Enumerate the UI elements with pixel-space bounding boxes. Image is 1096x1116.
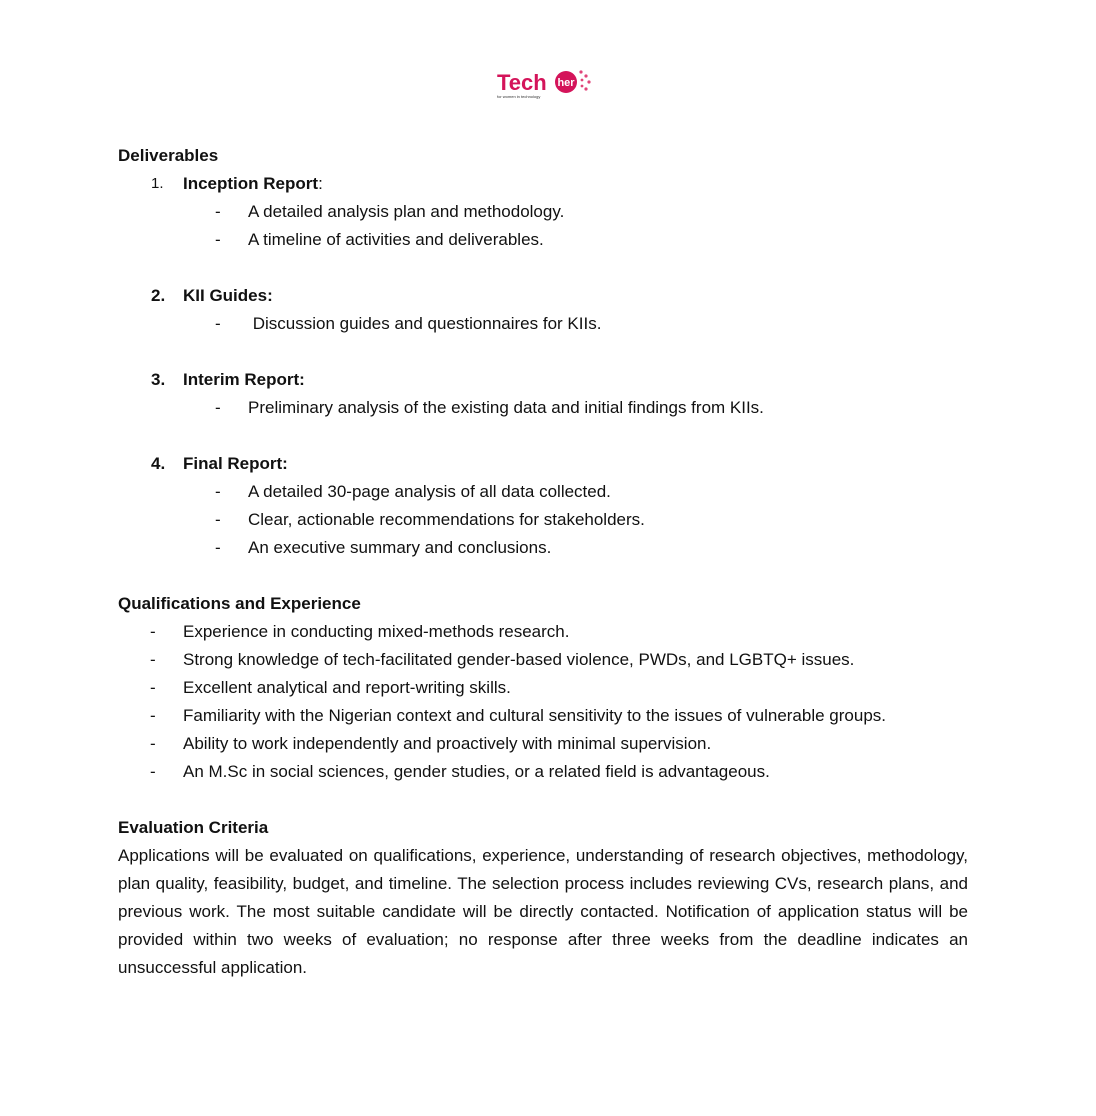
evaluation-body: Applications will be evaluated on qualifications, experience, understanding of research objectives, methodology, plan quality, feasibility, budget, and timeline. The selection process includes reviewing CVs, research plans, and previous work. The most suitable candidate will be directly contacted. Notification of application status will be provided within two weeks of evaluation; no response after three weeks from the deadline indicates an unsuccessful application.	[118, 846, 968, 977]
qualification-item	[118, 674, 968, 702]
dash-marker: -	[150, 622, 156, 641]
point-text: A detailed 30-page analysis of all data collected.	[248, 482, 611, 501]
point-text: Preliminary analysis of the existing data and initial findings from KIIs.	[248, 398, 764, 417]
deliverable-1-title	[118, 170, 968, 198]
point-text: A timeline of activities and deliverables.	[248, 230, 544, 249]
point-text: Discussion guides and questionnaires for KIIs.	[248, 314, 602, 333]
techher-logo-graphic	[496, 66, 606, 100]
evaluation-heading: Evaluation Criteria	[118, 818, 269, 837]
logo-dot	[581, 79, 584, 82]
dash-marker: -	[215, 482, 221, 501]
logo-tagline: for women in technology	[497, 94, 541, 99]
qualification-text: Experience in conducting mixed-methods research.	[183, 622, 570, 641]
dash-marker: -	[150, 734, 156, 753]
dash-marker: -	[150, 706, 156, 725]
logo-badge: her	[557, 77, 575, 89]
logo-word: Tech	[497, 70, 547, 95]
deliverable-number: 4.	[151, 454, 166, 473]
dash-marker: -	[150, 762, 156, 781]
logo-dot	[579, 70, 582, 73]
dash-marker: -	[215, 202, 221, 221]
deliverable-4-point-2	[118, 506, 968, 534]
deliverable-number: 3.	[151, 370, 166, 389]
deliverables-heading: Deliverables	[118, 146, 219, 165]
dash-marker: -	[150, 650, 156, 669]
logo-dot	[584, 74, 587, 77]
document-body	[118, 142, 968, 982]
deliverable-1-point-1	[118, 198, 968, 226]
qualification-text: An M.Sc in social sciences, gender studies, or a related field is advantageous.	[183, 762, 770, 781]
qualification-text: Familiarity with the Nigerian context and cultural sensitivity to the issues of vulnerable groups.	[183, 706, 887, 725]
deliverable-title: Interim Report:	[183, 370, 305, 389]
logo-dot	[584, 87, 587, 90]
deliverable-number: 1.	[151, 175, 164, 192]
qualification-item	[118, 758, 968, 786]
deliverable-title-suffix: :	[318, 174, 323, 193]
dash-marker: -	[215, 398, 221, 417]
deliverable-3-point-1	[118, 394, 968, 422]
dash-marker: -	[215, 538, 221, 557]
qualification-item	[118, 618, 968, 646]
deliverable-4-point-3	[118, 534, 968, 562]
dash-marker: -	[215, 510, 221, 529]
dash-marker: -	[215, 314, 221, 333]
deliverable-2-title	[118, 282, 968, 310]
deliverable-4-point-1	[118, 478, 968, 506]
deliverable-2-point-1	[118, 310, 968, 338]
deliverable-title: KII Guides:	[183, 286, 273, 305]
point-text: An executive summary and conclusions.	[248, 538, 552, 557]
qualification-item	[118, 730, 968, 758]
deliverable-number: 2.	[151, 286, 166, 305]
logo-dot	[581, 85, 584, 88]
logo-dot	[587, 80, 590, 83]
dash-marker: -	[215, 230, 221, 249]
qualification-text: Excellent analytical and report-writing skills.	[183, 678, 511, 697]
deliverable-4-title	[118, 450, 968, 478]
deliverable-1-point-2	[118, 226, 968, 254]
qualification-text: Strong knowledge of tech-facilitated gender-based violence, PWDs, and LGBTQ+ issues.	[183, 650, 855, 669]
qualification-item	[118, 646, 968, 674]
deliverable-3-title	[118, 366, 968, 394]
point-text: Clear, actionable recommendations for stakeholders.	[248, 510, 645, 529]
techher-logo	[496, 66, 606, 100]
deliverable-title: Inception Report	[183, 174, 319, 193]
qualification-text: Ability to work independently and proactively with minimal supervision.	[183, 734, 712, 753]
point-text: A detailed analysis plan and methodology.	[248, 202, 565, 221]
qualifications-heading: Qualifications and Experience	[118, 594, 361, 613]
qualification-item	[118, 702, 968, 730]
dash-marker: -	[150, 678, 156, 697]
deliverable-title: Final Report:	[183, 454, 288, 473]
